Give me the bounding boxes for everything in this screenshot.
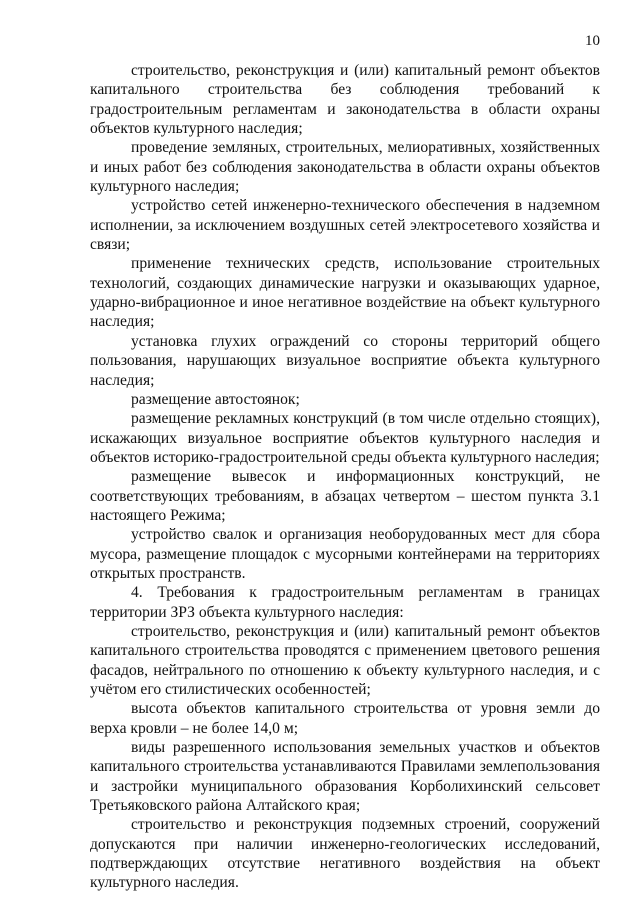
paragraph-height-limit: высота объектов капитального строительства от уровня земли до верха кровли – не более 14,0 м; <box>90 700 600 737</box>
paragraph-ban-advertising: размещение рекламных конструкций (в том числе отдельно стоящих), искажающих визуальное восприятие объектов культурного наследия и объектов историко-градостроительной среды объекта культурного наследия; <box>90 410 600 466</box>
paragraph-permitted-uses: виды разрешенного использования земельных участков и объектов капитального строительства устанавливаются Правилами землепользования и застройки муниципального образования Корболихинский сельсовет Третьяковского района Алтайского края; <box>90 739 600 815</box>
paragraph-ban-signboards: размещение вывесок и информационных конструкций, не соответствующих требованиям, в абзацах четвертом – шестом пункта 3.1 настоящего Режима; <box>90 468 600 524</box>
paragraph-ban-aboveground-networks: устройство сетей инженерно-технического обеспечения в надземном исполнении, за исключением воздушных сетей электросетевого хозяйства и связи; <box>90 197 600 254</box>
document-body <box>90 61 600 893</box>
paragraph-ban-earthworks: проведение земляных, строительных, мелиоративных, хозяйственных и иных работ без соблюдения законодательства в области охраны объектов культурного наследия; <box>90 139 600 196</box>
paragraph-ban-construction-without-compliance: строительство, реконструкция и (или) капитальный ремонт объектов капитального строительства без соблюдения требований к градостроительным регламентам и законодательства в области охраны объектов культурного наследия; <box>90 62 600 138</box>
paragraph-underground-construction: строительство и реконструкция подземных строений, сооружений допускаются при наличии инженерно-геологических исследований, подтверждающих отсутствие негативного воздействия на объект культурного наследия. <box>90 816 600 892</box>
paragraph-ban-solid-fences: установка глухих ограждений со стороны территорий общего пользования, нарушающих визуальное восприятие объекта культурного наследия; <box>90 332 600 389</box>
page-number: 10 <box>585 33 600 49</box>
paragraph-ban-parking-lots: размещение автостоянок; <box>131 390 300 408</box>
paragraph-ban-dumps: устройство свалок и организация необорудованных мест для сбора мусора, размещение площадок с мусорными контейнерами на территориях открытых пространств. <box>90 526 600 582</box>
section-4-heading: 4. Требования к градостроительным регламентам в границах территории ЗРЗ объекта культурного наследия: <box>90 584 600 621</box>
paragraph-facade-colors: строительство, реконструкция и (или) капитальный ремонт объектов капитального строительства проводятся с применением цветового решения фасадов, нейтрального по отношению к объекту культурного наследия, и с учётом его стилистических особенностей; <box>90 622 600 698</box>
paragraph-ban-dynamic-loads: применение технических средств, использование строительных технологий, создающих динамические нагрузки и оказывающих ударное, ударно-вибрационное и иное негативное воздействие на объект культурного наследия; <box>90 255 600 331</box>
